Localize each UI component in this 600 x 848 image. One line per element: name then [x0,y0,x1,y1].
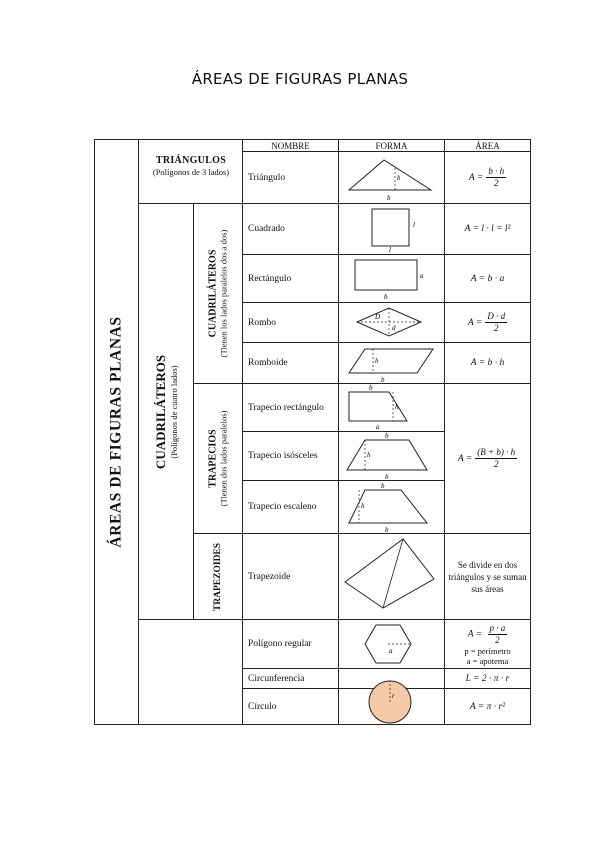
areas-table [94,139,531,725]
triangles-group-label: TRIÁNGULOS (Polígonos de 3 lados) [152,155,230,177]
header-shape: FORMA [375,140,408,151]
formula-rectangulo: A = b · a [470,273,505,284]
circle-shape [339,669,444,725]
name-circulo: Círculo [248,701,277,712]
svg-text:b: b [385,473,389,480]
svg-text:b: b [381,376,385,383]
formula-cuadrado: A = l · l = l² [464,224,511,234]
isosceles-trapezoid-shape [339,432,444,480]
square-shape [339,204,444,254]
right-trapezoid-shape [339,384,444,431]
quadrilaterals-group-label: CUADRILÁTEROS (Polígonos de cuatro lados) [153,354,180,469]
svg-text:b: b [381,482,385,490]
svg-text:h: h [395,403,399,411]
name-poligono-regular: Polígono regular [248,639,312,649]
svg-text:a: a [389,647,393,655]
svg-text:r: r [392,692,395,700]
formula-circunferencia: L = 2 · π · r [465,673,510,684]
name-trapecio-isosceles: Trapecio isósceles [248,451,318,461]
svg-text:b: b [385,432,389,440]
svg-text:h: h [361,502,365,510]
parallelograms-group-label: CUADRILÁTEROS (Tienen los lados paralelos dos a dos) [207,229,229,358]
formula-circulo: A = π · r² [469,701,506,712]
rhombus-shape [339,303,444,342]
formula-trapezoide: Se divide en dos triángulos y se suman sus áreas [448,559,527,594]
svg-text:h: h [375,357,379,365]
svg-text:h: h [367,451,371,459]
trapezoids-irregular-group-label: TRAPEZOIDES [213,542,224,611]
trapezoid-irregular-shape [339,534,444,619]
trapezoids-group-label: TRAPECIOS (Tienen dos lados paralelos) [207,410,229,507]
svg-text:b: b [384,293,388,301]
formula-poligono: A = $\frac{p \cdot a}{2}$ p = perímetro a = apotema [464,622,511,666]
scalene-trapezoid-shape [339,481,444,533]
triangle-shape [339,152,444,203]
svg-text:b: b [385,526,389,533]
svg-text:l: l [389,246,391,254]
name-cuadrado: Cuadrado [248,224,285,234]
regular-polygon-shape [339,620,444,668]
formula-romboide: A = b · h [470,358,505,368]
name-circunferencia: Circunferencia [248,673,305,684]
name-romboide: Romboide [248,358,288,368]
svg-text:D: D [375,313,381,321]
name-trapezoide: Trapezoide [248,571,291,582]
svg-text:b: b [387,194,391,202]
page-title: ÁREAS DE FIGURAS PLANAS [191,70,409,88]
name-trapecio-escaleno: Trapecio escaleno [248,502,317,512]
side-title: ÁREAS DE FIGURAS PLANAS [107,316,125,548]
svg-text:a: a [376,423,380,431]
header-area: ÁREA [475,140,500,151]
name-triangulo: Triángulo [248,172,286,183]
header-name: NOMBRE [271,140,310,151]
formula-trapecios: A = $\frac{(B + b) \cdot h}{2}$ [457,447,516,469]
svg-text:a: a [420,272,424,280]
svg-text:l: l [413,221,415,229]
rectangle-shape [339,255,444,302]
svg-text:d: d [392,324,396,332]
formula-triangulo: A = $\frac{b \cdot h}{2}$ [468,166,505,188]
name-rombo: Rombo [248,317,276,328]
svg-text:b: b [369,384,373,392]
name-trapecio-rectangulo: Trapecio rectángulo [248,402,324,413]
rhomboid-shape [339,343,444,383]
formula-rombo: A = $\frac{D \cdot d}{2}$ [467,311,506,333]
name-rectangulo: Rectángulo [248,273,292,284]
svg-text:h: h [397,174,401,182]
